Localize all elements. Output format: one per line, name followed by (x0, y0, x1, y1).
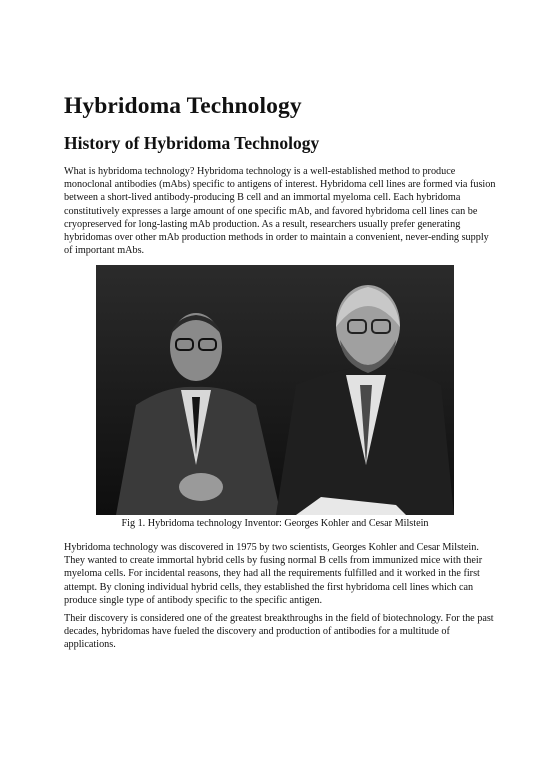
page-title: Hybridoma Technology (64, 93, 302, 119)
impact-paragraph: Their discovery is considered one of the greatest breakthroughs in the field of biotechnology. For the past decades, hybridomas have fueled the discovery and production of antibodies for a multitude of applications. (64, 613, 494, 651)
black-and-white-portrait-photo-icon (96, 265, 454, 515)
inventors-photo (96, 265, 454, 515)
intro-paragraph: What is hybridoma technology? Hybridoma technology is a well-established method to produce monoclonal antibodies (mAbs) specific to antigens of interest. Hybridoma cell lines are formed via fusion between a short-lived antibody-producing B cell and an immortal myeloma cell. Each hybridoma constitutively expresses a large amount of one specific mAb, and favored hybridoma cell lines can be cryopreserved for long-lasting mAb production. As a result, researchers usually prefer generating hybridomas over other mAb production methods in order to maintain a convenient, never-ending supply of important mAbs. (64, 166, 496, 257)
figure-caption: Fig 1. Hybridoma technology Inventor: Georges Kohler and Cesar Milstein (121, 518, 429, 529)
discovery-paragraph: Hybridoma technology was discovered in 1975 by two scientists, Georges Kohler and Cesar Milstein. They wanted to create immortal hybrid cells by fusing normal B cells from immunized mice with their myeloma cells. For incidental reasons, they had all the requirements fulfilled and it worked in the first attempt. By cloning individual hybrid cells, they established the first hybridoma cell lines which can produce single type of antibody specific to the specific antigen. (64, 542, 483, 606)
section-heading: History of Hybridoma Technology (64, 133, 320, 153)
